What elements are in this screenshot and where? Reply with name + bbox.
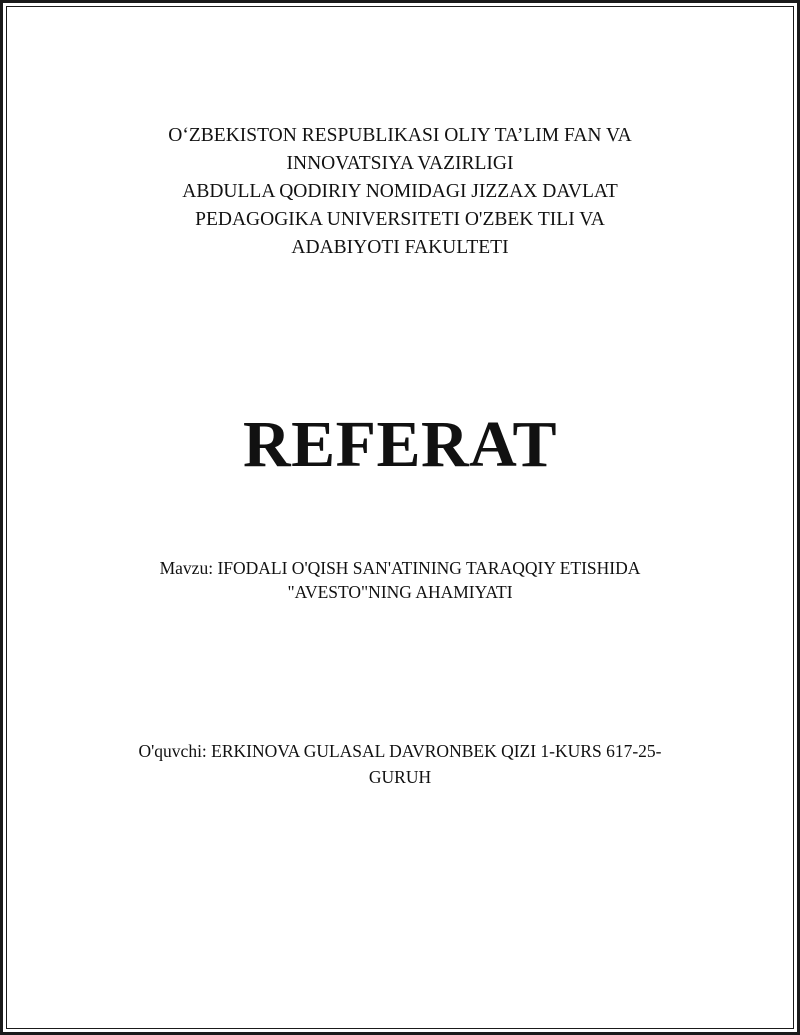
institution-header (0, 122, 800, 262)
student-line: GURUH (368, 767, 432, 787)
document-title: REFERAT (243, 408, 557, 481)
student-block (0, 738, 800, 790)
institution-line: PEDAGOGIKA UNIVERSITETI O'ZBEK TILI VA (195, 209, 605, 230)
institution-line: ABDULLA QODIRIY NOMIDAGI JIZZAX DAVLAT (182, 181, 618, 202)
topic-line: "AVESTO"NING AHAMIYATI (287, 582, 513, 602)
institution-line: INNOVATSIYA VAZIRLIGI (286, 153, 514, 174)
topic-block (0, 556, 800, 604)
topic-line: Mavzu: IFODALI O'QISH SAN'ATINING TARAQQIY ETISHIDA (159, 558, 641, 578)
institution-line: O‘ZBEKISTON RESPUBLIKASI OLIY TA’LIM FAN VA (168, 125, 632, 146)
student-line: O'quvchi: ERKINOVA GULASAL DAVRONBEK QIZI 1-KURS 617-25- (138, 741, 662, 761)
institution-line: ADABIYOTI FAKULTETI (291, 237, 509, 258)
